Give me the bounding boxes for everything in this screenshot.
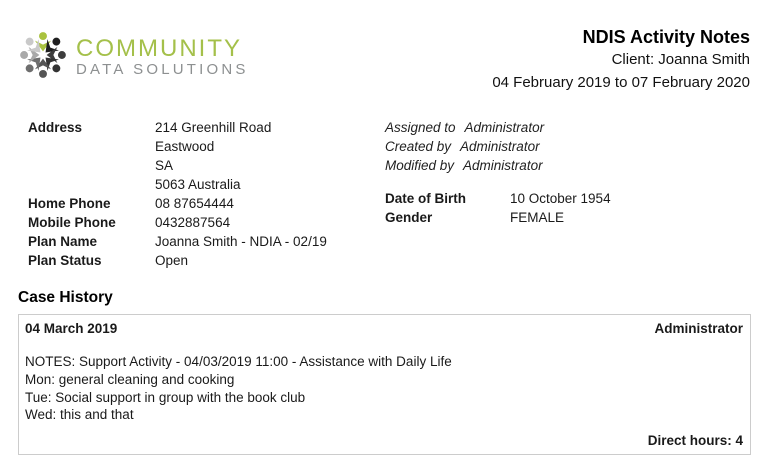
case-history-heading: Case History (18, 289, 113, 306)
home-phone-value: 08 87654444 (155, 196, 234, 211)
client-details-left-column (28, 118, 385, 270)
direct-hours-line: Direct hours: 4 (647, 432, 743, 448)
address-line-1: 214 Greenhill Road (155, 120, 272, 135)
plan-name-row (28, 232, 385, 251)
address-line-4: 5063 Australia (155, 177, 241, 192)
modified-by-row (385, 156, 768, 175)
logo-wordmark (76, 36, 249, 79)
created-by-value: Administrator (460, 139, 540, 154)
plan-status-value: Open (155, 253, 189, 268)
address-row (28, 118, 385, 194)
plan-status-label: Plan Status (28, 253, 102, 268)
case-entry-detail-line-3: Wed: this and that (25, 407, 134, 422)
address-value (155, 118, 385, 194)
logo-text-community: COMMUNITY (76, 34, 242, 62)
plan-name-value: Joanna Smith - NDIA - 02/19 (155, 234, 327, 249)
mobile-phone-row (28, 213, 385, 232)
gender-row (385, 208, 768, 227)
assigned-to-label: Assigned to (385, 120, 456, 135)
client-details-right-column (385, 118, 768, 270)
assigned-to-row (385, 118, 768, 137)
mobile-phone-value: 0432887564 (155, 215, 231, 230)
case-history-entry (18, 314, 751, 455)
created-by-row (385, 137, 768, 156)
plan-status-row (28, 251, 385, 270)
report-period-line: 04 February 2019 to 07 February 2020 (492, 74, 750, 91)
case-entry-detail-line-1: Mon: general cleaning and cooking (25, 372, 235, 387)
created-by-label: Created by (385, 139, 452, 154)
date-of-birth-row (385, 189, 768, 208)
page-title: NDIS Activity Notes (582, 27, 750, 47)
address-line-2: Eastwood (155, 139, 215, 154)
mobile-phone-label: Mobile Phone (28, 215, 116, 230)
dob-gender-block (385, 189, 768, 227)
client-details (0, 118, 768, 270)
assigned-to-value: Administrator (464, 120, 545, 135)
home-phone-row (28, 194, 385, 213)
modified-by-label: Modified by (385, 158, 455, 173)
report-title-block (492, 26, 750, 94)
people-star-logo-icon (16, 26, 70, 89)
home-phone-label: Home Phone (28, 196, 111, 211)
case-entry-header (25, 320, 743, 338)
case-entry-notes-line: NOTES: Support Activity - 04/03/2019 11:00 - Assistance with Daily Life (25, 354, 452, 369)
date-of-birth-label: Date of Birth (385, 191, 466, 206)
address-line-3: SA (155, 158, 174, 173)
case-entry-detail-line-2: Tue: Social support in group with the book club (25, 389, 306, 405)
modified-by-value: Administrator (463, 158, 543, 173)
plan-name-label: Plan Name (28, 234, 98, 249)
gender-value: FEMALE (510, 210, 565, 225)
address-label: Address (28, 120, 83, 135)
community-data-solutions-logo (16, 26, 249, 89)
case-entry-author: Administrator (654, 321, 743, 336)
case-entry-date: 04 March 2019 (25, 321, 118, 336)
client-line: Client: Joanna Smith (611, 51, 750, 68)
report-header (0, 0, 768, 94)
date-of-birth-value: 10 October 1954 (510, 191, 611, 206)
gender-label: Gender (385, 210, 433, 225)
logo-text-data-solutions: DATA SOLUTIONS (76, 61, 249, 79)
